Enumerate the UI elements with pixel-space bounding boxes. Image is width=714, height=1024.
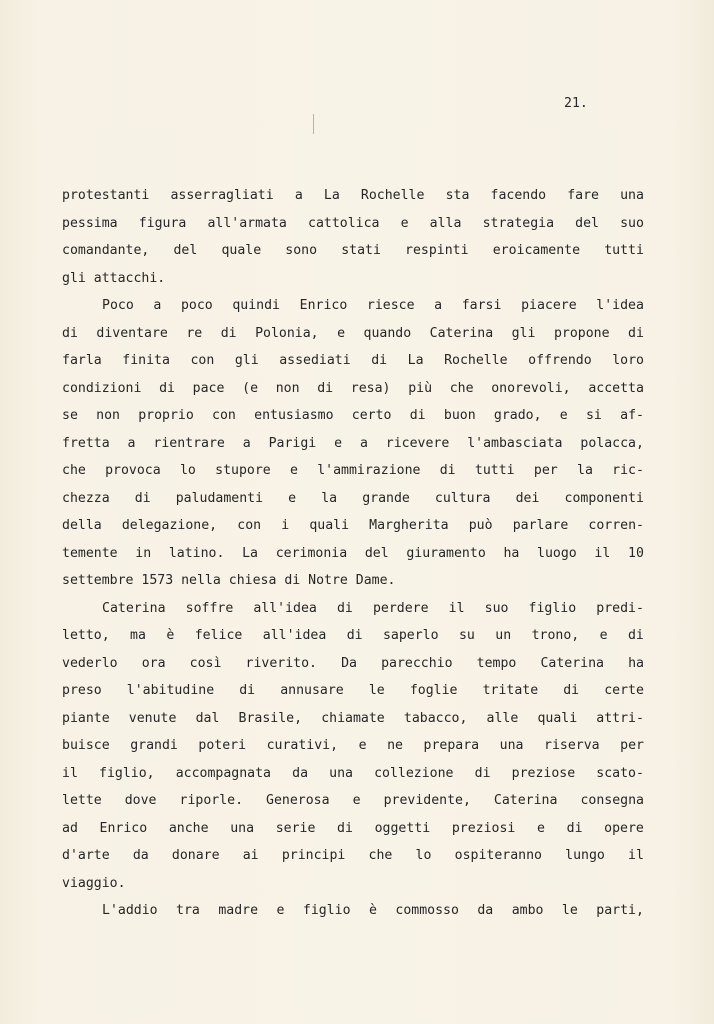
word: ricevere [385, 435, 450, 451]
text-line [62, 705, 644, 733]
word: letto, [62, 628, 110, 643]
word: preso [62, 683, 102, 698]
word: di [563, 683, 580, 698]
word: una [230, 820, 255, 836]
word: del [364, 545, 389, 561]
word: Enrico [99, 820, 148, 836]
word: La [407, 353, 424, 368]
word: Caterina [429, 325, 494, 341]
word: gli [234, 353, 259, 368]
word: ora [141, 655, 166, 671]
word: le [368, 683, 385, 698]
word: e [400, 215, 409, 231]
word: cattolica [308, 215, 380, 231]
word: asserragliati [170, 188, 274, 203]
word: di [566, 820, 583, 836]
word: un [495, 628, 512, 643]
word: riporle. [179, 793, 244, 808]
word: del [575, 215, 599, 231]
word: serie [275, 820, 316, 836]
word: una [499, 738, 524, 753]
text-line [62, 485, 644, 513]
word: anche [168, 820, 209, 836]
word: e [352, 793, 361, 808]
word: lo [179, 463, 196, 478]
word: con [190, 353, 215, 368]
word: collezione [374, 765, 454, 781]
word: quindi [232, 298, 280, 313]
text-line [62, 842, 644, 870]
paper-fold-mark [313, 114, 314, 134]
word: loro [612, 353, 644, 368]
word: non [96, 408, 120, 423]
word: i [281, 518, 290, 533]
text-line [62, 815, 644, 843]
word: sta [445, 188, 470, 203]
word: Caterina [493, 793, 558, 808]
word: il [594, 545, 611, 561]
word: e [276, 903, 285, 918]
word: tra [176, 903, 200, 918]
word: certo [351, 408, 392, 423]
word: alla [429, 215, 462, 231]
word: delegazione, [121, 518, 218, 533]
word: Brasile, [238, 710, 303, 726]
word: accetta [588, 380, 644, 396]
word: suo [484, 600, 509, 616]
word: cultura [434, 490, 491, 506]
word: figlio [302, 903, 351, 918]
word: di [62, 325, 78, 341]
word: suo [620, 215, 644, 231]
word: di [371, 353, 388, 368]
word: all'idea [253, 600, 317, 616]
word: riserva [544, 738, 600, 753]
word: riverito. [245, 655, 317, 671]
word: l'ammirazione [317, 463, 421, 478]
word: stupore [215, 463, 271, 478]
word: e [337, 325, 346, 341]
word: settembre [62, 573, 134, 588]
word: dal [195, 710, 220, 726]
word: fretta [62, 435, 110, 451]
word: parecchio [381, 655, 453, 671]
word: re [186, 325, 203, 341]
word: di [317, 380, 334, 396]
word: da [477, 903, 494, 918]
word: di [284, 573, 301, 588]
word: predi- [596, 600, 644, 616]
word: così [189, 655, 222, 671]
word: farsi [461, 298, 502, 313]
text-line [62, 320, 644, 348]
word: assediati [279, 353, 351, 368]
word: ospiteranno [454, 848, 542, 863]
word: dove [124, 793, 157, 808]
text-line [62, 512, 644, 540]
word: attacchi. [93, 270, 166, 286]
word: a [127, 435, 136, 451]
word: resa) [350, 380, 391, 396]
word: proprio [138, 408, 194, 423]
word: fare [567, 188, 599, 203]
word: lo [415, 848, 432, 863]
word: dei [515, 490, 540, 506]
word: d'arte [62, 848, 110, 863]
word: la [577, 463, 593, 478]
word: 10 [628, 545, 644, 561]
word: consegna [580, 793, 644, 808]
word: af- [620, 408, 644, 423]
word: chezza [62, 490, 110, 506]
word: soffre [185, 600, 234, 616]
word: farla [62, 353, 102, 368]
word: facendo [490, 188, 547, 203]
word: onorevoli, [491, 380, 571, 396]
word: donare [171, 848, 220, 863]
word: poteri [198, 738, 247, 753]
word: Rochelle [360, 188, 425, 203]
word: madre [218, 903, 259, 918]
word: all'idea [262, 628, 327, 643]
word: La [242, 545, 258, 561]
word: ad [62, 820, 78, 836]
word: principi [281, 848, 346, 863]
word: tabacco, [403, 710, 468, 726]
word: una [620, 188, 644, 203]
word: da [292, 765, 309, 781]
word: strategia [482, 215, 555, 231]
word: ambo [511, 903, 544, 918]
word: con [237, 518, 262, 533]
word: è [368, 903, 377, 918]
text-line [62, 870, 644, 898]
word: che [62, 463, 86, 478]
word: a [242, 435, 251, 451]
word: buon [443, 408, 476, 423]
text-line [62, 595, 644, 623]
word: Poco [102, 298, 134, 313]
word: ai [242, 848, 259, 863]
word: le [561, 903, 578, 918]
word: e [559, 408, 568, 423]
word: a [294, 188, 303, 203]
word: opere [604, 820, 644, 836]
word: lette [62, 793, 102, 808]
word: previdente, [383, 793, 471, 808]
word: comandante, [62, 243, 150, 258]
word: il [62, 765, 78, 781]
word: riesce [366, 298, 415, 313]
text-line [62, 760, 644, 788]
word: Da [341, 655, 357, 671]
text-line [62, 347, 644, 375]
text-line [62, 237, 644, 265]
word: tempo [476, 655, 517, 671]
word: di [220, 325, 237, 341]
word: di [628, 325, 644, 341]
word: di [439, 463, 456, 478]
word: scato- [596, 765, 644, 781]
word: grande [362, 490, 410, 506]
word: quali [537, 710, 578, 726]
word: che [368, 848, 393, 863]
word: propone [553, 325, 610, 341]
word: entusiasmo [254, 408, 334, 423]
word: foglie [409, 683, 458, 698]
word: Notre [308, 573, 348, 588]
word: ha [628, 655, 644, 671]
word: di [346, 628, 363, 643]
word: in [135, 545, 152, 561]
word: e [358, 738, 367, 753]
text-line [62, 677, 644, 705]
word: componenti [564, 490, 644, 506]
word: chiamate [321, 710, 385, 726]
word: Dame. [355, 573, 396, 588]
word: sono [285, 243, 318, 258]
word: e [537, 820, 545, 836]
word: (e [242, 380, 259, 396]
word: offrendo [528, 353, 592, 368]
word: Polonia, [255, 325, 319, 341]
word: più [408, 380, 433, 396]
text-line [62, 292, 644, 320]
word: perdere [372, 600, 429, 616]
text-line [62, 732, 644, 760]
page-number: 21. [564, 96, 588, 111]
word: diventare [96, 325, 168, 341]
text-line [62, 650, 644, 678]
word: figlio, [99, 765, 155, 781]
text-line [62, 375, 644, 403]
word: Caterina [540, 655, 604, 671]
word: giuramento [406, 545, 486, 561]
word: felice [194, 628, 243, 643]
word: respinti [405, 243, 469, 258]
word: preziose [511, 765, 576, 781]
word: l'ambasciata [467, 435, 563, 451]
text-line [62, 622, 644, 650]
word: chiesa [228, 573, 277, 588]
word: l'idea [596, 298, 644, 313]
text-line [62, 897, 644, 925]
word: attri- [596, 710, 644, 726]
word: parlare [512, 518, 569, 533]
word: di [627, 628, 644, 643]
word: l'abitudine [126, 683, 215, 698]
text-line [62, 402, 644, 430]
word: corren- [588, 518, 644, 533]
word: su [458, 628, 475, 643]
word: a [359, 435, 368, 451]
word: tritate [482, 683, 539, 698]
word: ne [387, 738, 403, 753]
word: lungo [565, 848, 605, 863]
text-line [62, 430, 644, 458]
word: venute [128, 710, 177, 726]
word: 1573 [141, 573, 174, 588]
word: piacere [521, 298, 577, 313]
word: il [628, 848, 644, 863]
word: si [585, 408, 602, 423]
word: a [434, 298, 443, 313]
word: figlio [528, 600, 577, 616]
word: buisce [62, 738, 110, 753]
word: e [288, 490, 297, 506]
word: saperlo [382, 628, 439, 643]
word: di [336, 600, 353, 616]
word: di [474, 765, 491, 781]
word: grado, [493, 408, 542, 423]
word: quale [221, 243, 262, 258]
word: prepara [423, 738, 480, 753]
word: La [323, 188, 340, 203]
word: della [62, 518, 102, 533]
word: non [275, 380, 300, 396]
word: certe [604, 683, 644, 698]
word: piante [62, 710, 110, 726]
word: quando [363, 325, 412, 341]
word: che [449, 380, 474, 396]
word: per [533, 463, 558, 478]
word: la [321, 490, 338, 506]
word: L'addio [102, 903, 158, 918]
text-line [62, 567, 644, 595]
word: di [409, 408, 426, 423]
word: ha [503, 545, 520, 561]
word: tutti [474, 463, 515, 478]
word: condizioni [62, 380, 142, 396]
word: finita [122, 353, 170, 368]
word: tutti [604, 243, 644, 258]
word: del [173, 243, 198, 258]
word: polacca, [580, 435, 644, 451]
word: all'armata [207, 215, 287, 231]
word: stati [341, 243, 381, 258]
word: eroicamente [492, 243, 581, 258]
text-line [62, 457, 644, 485]
text-line [62, 210, 644, 238]
word: a [153, 298, 162, 313]
word: curativi, [266, 738, 339, 753]
word: ma [130, 628, 146, 643]
word: vederlo [62, 655, 118, 671]
word: parti, [596, 903, 644, 918]
text-line [62, 182, 644, 210]
word: di [134, 490, 151, 506]
word: gli [62, 270, 86, 286]
word: e [334, 435, 343, 451]
word: ric- [612, 463, 644, 478]
word: con [212, 408, 236, 423]
word: grandi [130, 738, 178, 753]
word: pace [192, 380, 225, 396]
word: paludamenti [175, 490, 264, 506]
word: e [290, 463, 298, 478]
word: Caterina [102, 600, 166, 616]
word: luogo [537, 545, 577, 561]
word: di [337, 820, 353, 836]
word: Generosa [266, 793, 330, 808]
word: cerimonia [275, 545, 348, 561]
word: viaggio. [62, 875, 126, 891]
word: Parigi [268, 435, 317, 451]
word: rientrare [153, 435, 225, 451]
text-line [62, 265, 644, 293]
word: nella [181, 573, 221, 588]
word: latino. [168, 545, 225, 561]
text-line [62, 540, 644, 568]
word: e [599, 628, 608, 643]
word: provoca [105, 463, 161, 478]
word: alle [486, 710, 519, 726]
word: il [448, 600, 465, 616]
word: di [239, 683, 256, 698]
word: è [166, 628, 175, 643]
word: commosso [395, 903, 459, 918]
word: trono, [531, 628, 580, 643]
word: se [62, 408, 78, 423]
text-line [62, 787, 644, 815]
word: di [159, 380, 175, 396]
word: gli [511, 325, 536, 341]
word: oggetti [374, 820, 431, 836]
word: accompagnata [175, 765, 271, 781]
word: protestanti [62, 188, 150, 203]
word: poco [180, 298, 213, 313]
word: annusare [280, 683, 344, 698]
word: figura [138, 215, 187, 231]
word: temente [62, 545, 118, 561]
word: pessima [62, 215, 118, 231]
word: una [329, 765, 353, 781]
body-text [62, 182, 644, 925]
word: per [620, 738, 644, 753]
word: può [468, 518, 493, 533]
word: Margherita [369, 518, 449, 533]
word: Enrico [299, 298, 348, 313]
word: quali [309, 518, 350, 533]
word: da [132, 848, 149, 863]
word: Rochelle [444, 353, 508, 368]
word: preziosi [451, 820, 516, 836]
